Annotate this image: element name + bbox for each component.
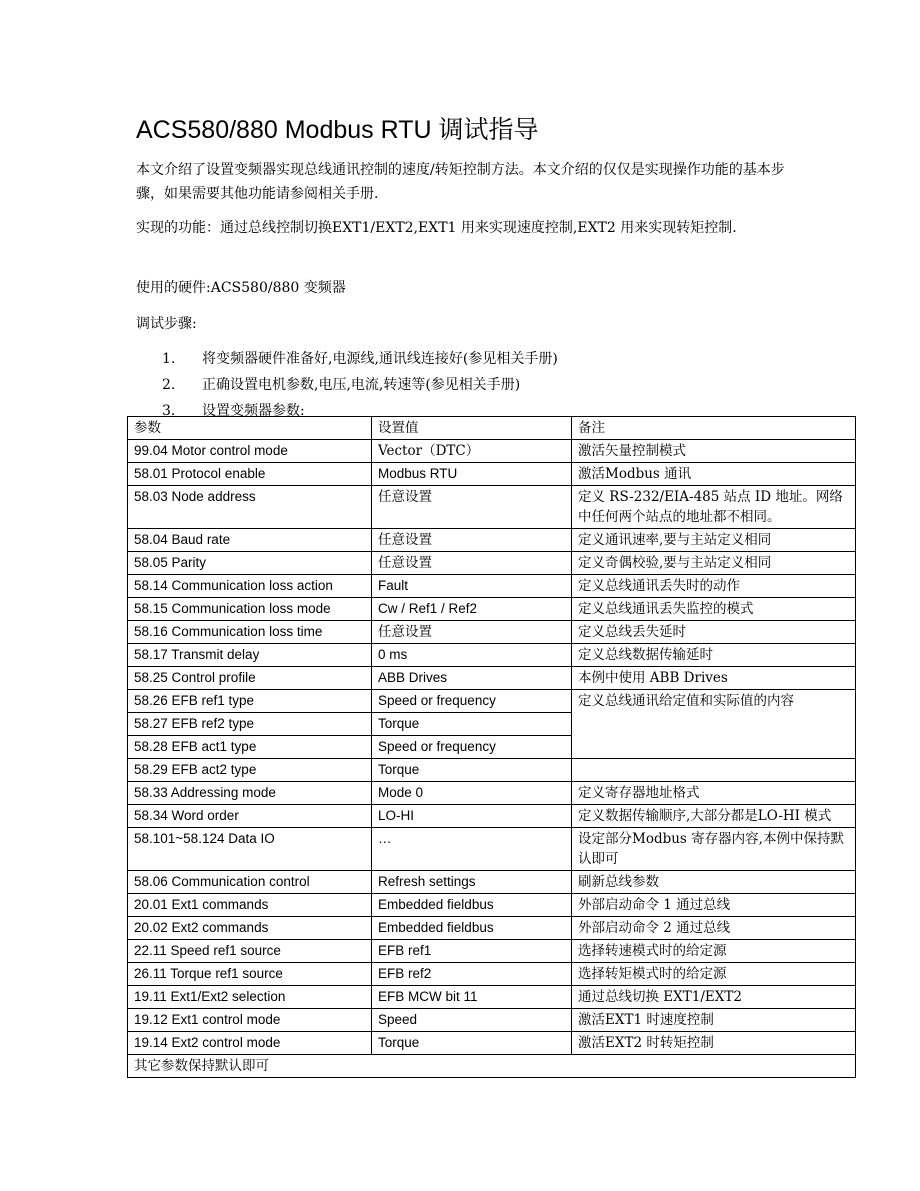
value-cell: EFB ref1 (372, 940, 572, 963)
param-cell: 19.11 Ext1/Ext2 selection (128, 986, 372, 1009)
value-cell: 任意设置 (372, 552, 572, 575)
note-cell: 定义总线通讯丢失时的动作 (572, 575, 856, 598)
note-cell: 刷新总线参数 (572, 871, 856, 894)
value-cell: 任意设置 (372, 529, 572, 552)
param-cell: 58.25 Control profile (128, 667, 372, 690)
table-row (128, 986, 856, 1009)
param-cell: 58.14 Communication loss action (128, 575, 372, 598)
value-cell: Fault (372, 575, 572, 598)
note-cell: 本例中使用 ABB Drives (572, 667, 856, 690)
table-row (128, 667, 856, 690)
value-cell: Embedded fieldbus (372, 894, 572, 917)
note-cell (572, 759, 856, 782)
value-cell: Speed (372, 1009, 572, 1032)
table-row (128, 828, 856, 871)
param-cell: 22.11 Speed ref1 source (128, 940, 372, 963)
value-cell: Torque (372, 1032, 572, 1055)
note-cell: 激活EXT1 时速度控制 (572, 1009, 856, 1032)
note-cell: 定义寄存器地址格式 (572, 782, 856, 805)
table-row (128, 690, 856, 713)
step-text: 设置变频器参数: (202, 403, 305, 419)
param-cell: 58.16 Communication loss time (128, 621, 372, 644)
value-cell: Embedded fieldbus (372, 917, 572, 940)
table-row (128, 598, 856, 621)
param-cell: 58.28 EFB act1 type (128, 736, 372, 759)
value-cell: LO-HI (372, 805, 572, 828)
param-cell: 19.12 Ext1 control mode (128, 1009, 372, 1032)
value-cell: Mode 0 (372, 782, 572, 805)
table-row (128, 486, 856, 529)
step-item (136, 372, 558, 398)
value-cell: ABB Drives (372, 667, 572, 690)
note-cell: 激活矢量控制模式 (572, 440, 856, 463)
table-row (128, 463, 856, 486)
note-cell: 定义总线丢失延时 (572, 621, 856, 644)
value-cell: Torque (372, 759, 572, 782)
table-row (128, 621, 856, 644)
value-cell: Vector（DTC） (372, 440, 572, 463)
param-cell: 58.33 Addressing mode (128, 782, 372, 805)
table-row (128, 552, 856, 575)
param-cell: 58.06 Communication control (128, 871, 372, 894)
note-cell: 外部启动命令 1 通过总线 (572, 894, 856, 917)
param-cell: 58.29 EFB act2 type (128, 759, 372, 782)
step-number: 1. (162, 351, 176, 367)
step-text: 将变频器硬件准备好,电源线,通讯线连接好(参见相关手册) (202, 351, 558, 367)
table-row (128, 894, 856, 917)
header-param: 参数 (128, 417, 372, 440)
param-cell: 58.04 Baud rate (128, 529, 372, 552)
header-value: 设置值 (372, 417, 572, 440)
note-cell: 外部启动命令 2 通过总线 (572, 917, 856, 940)
value-cell: 任意设置 (372, 486, 572, 529)
table-row (128, 871, 856, 894)
note-cell: 通过总线切换 EXT1/EXT2 (572, 986, 856, 1009)
step-number: 3. (162, 403, 176, 419)
note-cell: 定义数据传输顺序,大部分都是LO-HI 模式 (572, 805, 856, 828)
param-cell: 58.27 EFB ref2 type (128, 713, 372, 736)
value-cell: Cw / Ref1 / Ref2 (372, 598, 572, 621)
note-cell: 选择转速模式时的给定源 (572, 940, 856, 963)
param-cell: 58.05 Parity (128, 552, 372, 575)
table-row (128, 1032, 856, 1055)
table-row (128, 575, 856, 598)
hardware-paragraph: 使用的硬件:ACS580/880 变频器 (136, 280, 346, 296)
note-cell: 定义总线通讯给定值和实际值的内容 (572, 690, 856, 759)
note-cell: 激活Modbus 通讯 (572, 463, 856, 486)
note-cell: 定义总线数据传输延时 (572, 644, 856, 667)
note-cell: 定义总线通讯丢失监控的模式 (572, 598, 856, 621)
note-cell: 定义 RS-232/EIA-485 站点 ID 地址。网络中任何两个站点的地址都不相同。 (572, 486, 856, 529)
table-row (128, 1009, 856, 1032)
table-row (128, 917, 856, 940)
function-paragraph: 实现的功能：通过总线控制切换EXT1/EXT2,EXT1 用来实现速度控制,EXT2 用来实现转矩控制. (136, 220, 737, 236)
step-text: 正确设置电机参数,电压,电流,转速等(参见相关手册) (202, 377, 521, 393)
table-row (128, 805, 856, 828)
table-header-row (128, 417, 856, 440)
param-cell: 26.11 Torque ref1 source (128, 963, 372, 986)
footer-note: 其它参数保持默认即可 (128, 1055, 856, 1078)
param-cell: 99.04 Motor control mode (128, 440, 372, 463)
param-cell: 58.03 Node address (128, 486, 372, 529)
param-cell: 58.101~58.124 Data IO (128, 828, 372, 871)
table-row (128, 963, 856, 986)
table-row (128, 782, 856, 805)
table-row (128, 529, 856, 552)
value-cell: … (372, 828, 572, 871)
header-note: 备注 (572, 417, 856, 440)
param-cell: 58.17 Transmit delay (128, 644, 372, 667)
value-cell: Speed or frequency (372, 690, 572, 713)
value-cell: 0 ms (372, 644, 572, 667)
table-row (128, 940, 856, 963)
note-cell: 设定部分Modbus 寄存器内容,本例中保持默认即可 (572, 828, 856, 871)
value-cell: Speed or frequency (372, 736, 572, 759)
param-cell: 58.01 Protocol enable (128, 463, 372, 486)
note-cell: 选择转矩模式时的给定源 (572, 963, 856, 986)
value-cell: Modbus RTU (372, 463, 572, 486)
value-cell: 任意设置 (372, 621, 572, 644)
steps-list (136, 346, 558, 424)
value-cell: EFB ref2 (372, 963, 572, 986)
param-cell: 58.26 EFB ref1 type (128, 690, 372, 713)
value-cell: EFB MCW bit 11 (372, 986, 572, 1009)
table-footer-row (128, 1055, 856, 1078)
value-cell: Refresh settings (372, 871, 572, 894)
table-row (128, 440, 856, 463)
param-cell: 58.15 Communication loss mode (128, 598, 372, 621)
param-cell: 58.34 Word order (128, 805, 372, 828)
param-cell: 20.02 Ext2 commands (128, 917, 372, 940)
value-cell: Torque (372, 713, 572, 736)
parameter-table (127, 416, 856, 1078)
note-cell: 定义奇偶校验,要与主站定义相同 (572, 552, 856, 575)
intro-paragraph: 本文介绍了设置变频器实现总线通讯控制的速度/转矩控制方法。本文介绍的仅仅是实现操作功能的基本步骤，如果需要其他功能请参阅相关手册. (136, 162, 785, 202)
param-cell: 20.01 Ext1 commands (128, 894, 372, 917)
param-cell: 19.14 Ext2 control mode (128, 1032, 372, 1055)
table-row (128, 759, 856, 782)
step-item (136, 346, 558, 372)
table-row (128, 644, 856, 667)
note-cell: 定义通讯速率,要与主站定义相同 (572, 529, 856, 552)
steps-heading: 调试步骤: (136, 316, 197, 332)
note-cell: 激活EXT2 时转矩控制 (572, 1032, 856, 1055)
step-number: 2. (162, 377, 176, 393)
page-title: ACS580/880 Modbus RTU 调试指导 (136, 116, 539, 144)
